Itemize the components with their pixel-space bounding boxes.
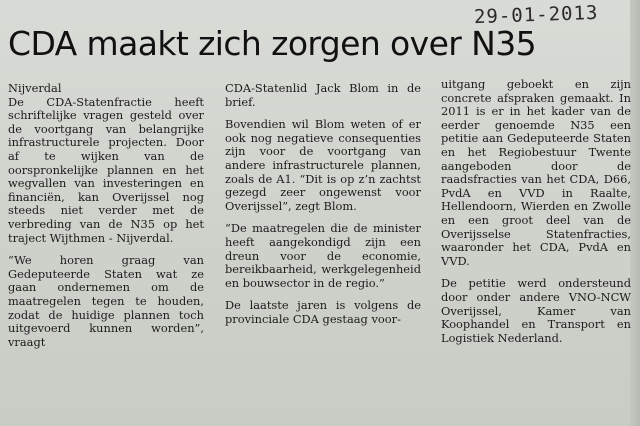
paragraph: Bovendien wil Blom weten of er ook nog negatieve consequenties zijn voor de voortgang van andere infrastructurele plannen, zoals de A1. “Dit is op z’n zachtst gezegd zeer ongewenst voor Overijssel”, zegt Blom. [225, 117, 421, 213]
paragraph: CDA-Statenlid Jack Blom in de brief. [225, 81, 421, 109]
paragraph: uitgang geboekt en zijn concrete afspraken gemaakt. In 2011 is er in het kader van de eerder genoemde N35 een petitie aan Gedeputeerde Staten en het Regiobestuur Twente aangeboden door de raadsfracties van het CDA, D66, PvdA en VVD in Raalte, Hellendoorn, Wierden en Zwolle en een groot deel van de Overijsselse Statenfracties, waaronder het CDA, PvdA en VVD. [441, 77, 631, 268]
dateline: Nijverdal [8, 81, 62, 95]
paragraph: De CDA-Statenfractie heeft schriftelijke vragen gesteld over de voortgang van belangrijke infrastructurele projecten. Door af te wijken van de oorspronkelijke plannen en het wegvallen van investeringen en financiën, kan Overijssel nog steeds niet verder met de verbreding van de N35 op het traject Wijthmen - Nijverdal. [8, 94, 204, 245]
article-column-1 [8, 82, 204, 358]
paragraph: “De maatregelen die de minister heeft aangekondigd zijn een dreun voor de economie, bereikbaarheid, werkgelegenheid en bouwsector in de regio.” [225, 221, 421, 290]
date-stamp: 29-01-2013 [473, 1, 599, 29]
article-column-3 [441, 78, 631, 354]
paragraph: De petitie werd ondersteund door onder andere VNO-NCW Overijssel, Kamer van Koophandel en Transport en Logistiek Nederland. [441, 276, 631, 345]
headline: CDA maakt zich zorgen over N35 [8, 24, 537, 63]
paragraph: De laatste jaren is volgens de provinciale CDA gestaag voor- [225, 298, 421, 326]
paragraph: “We horen graag van Gedeputeerde Staten wat ze gaan ondernemen om de maatregelen tegen te houden, zodat de huidige plannen toch uitgevoerd kunnen worden”, vraagt [8, 253, 204, 349]
page-edge [630, 0, 640, 426]
article-column-2 [225, 82, 421, 336]
